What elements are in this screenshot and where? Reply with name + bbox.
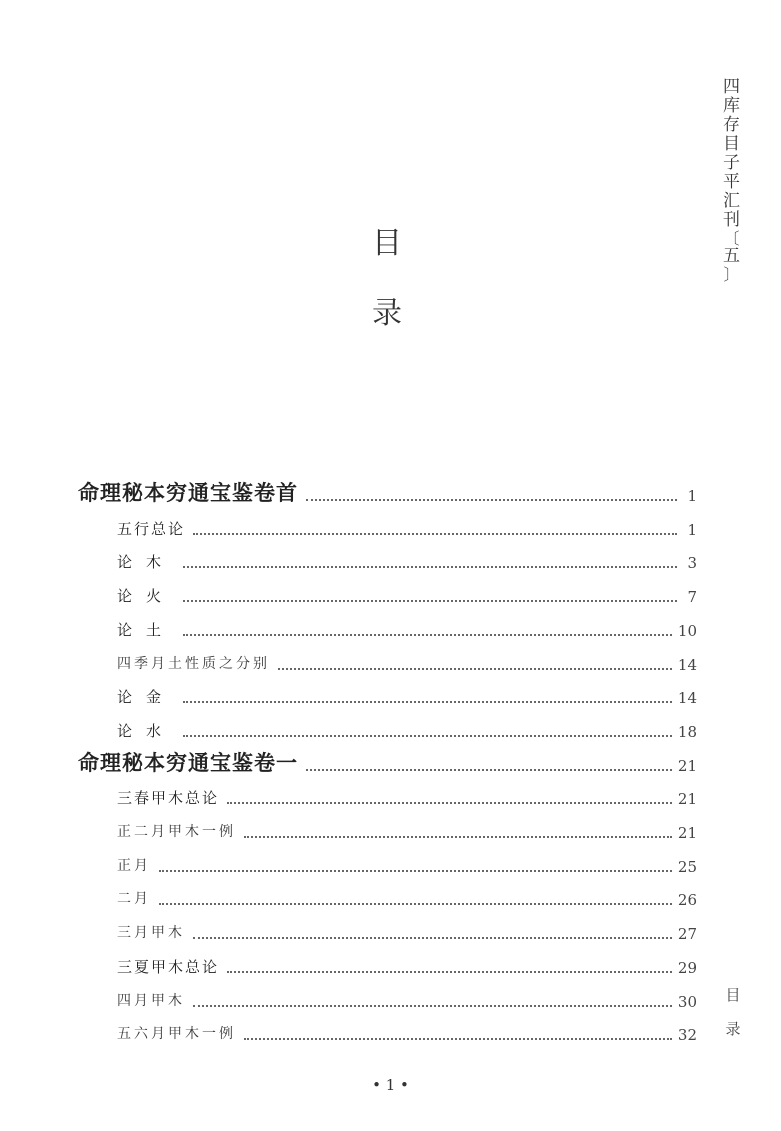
toc-page-number: 30 (677, 992, 697, 1011)
toc-page-number: 27 (677, 925, 697, 944)
toc-entry-row (117, 914, 697, 944)
toc-page-number: 21 (677, 756, 697, 775)
toc-entry-row (117, 1015, 697, 1045)
toc-label: 三春甲木总论 (117, 789, 220, 808)
toc-label: 正月 (117, 857, 151, 874)
toc-entry-row (117, 948, 697, 978)
toc-label: 三月甲木 (117, 925, 185, 942)
toc-label: 命理秘本穷通宝鉴卷首 (78, 480, 298, 505)
toc-leader-dots (193, 533, 677, 535)
toc-entry-row (117, 678, 697, 708)
toc-label: 正二月甲木一例 (117, 824, 236, 840)
toc-entry-row (117, 611, 697, 641)
series-title-char: 库 (723, 96, 741, 116)
toc-entry-row (117, 847, 697, 877)
toc-leader-dots (183, 634, 672, 636)
toc-page-number: 25 (677, 857, 697, 876)
series-title-bracket: 〔 (723, 229, 741, 248)
toc-page-number: 14 (677, 655, 697, 674)
toc-label: 三夏甲木总论 (117, 957, 220, 976)
toc-leader-dots (159, 870, 672, 872)
toc-page-number: 26 (677, 891, 697, 910)
series-title-char: 目 (723, 134, 741, 154)
page-heading-char-2: 录 (372, 296, 402, 331)
toc-page-number: 1 (687, 520, 697, 539)
toc-page-number: 21 (677, 824, 697, 842)
toc-volume-row (78, 476, 697, 506)
toc-leader-dots (193, 937, 672, 939)
toc-leader-dots (227, 802, 672, 804)
toc-leader-dots (159, 903, 672, 905)
series-title-char: 刊 (723, 210, 741, 230)
toc-label: 论土 (117, 620, 176, 639)
toc-leader-dots (183, 735, 672, 737)
toc-leader-dots (183, 600, 677, 602)
toc-label: 命理秘本穷通宝鉴卷一 (78, 749, 298, 775)
toc-page-number: 18 (677, 722, 697, 741)
toc-page-number: 1 (687, 487, 697, 505)
series-title-char: 子 (723, 153, 741, 173)
toc-label: 五六月甲木一例 (117, 1026, 236, 1043)
toc-entry-row (117, 880, 697, 910)
toc-leader-dots (306, 499, 677, 501)
series-title-char: 汇 (723, 191, 741, 211)
toc-label: 论金 (117, 688, 176, 707)
toc-volume-row (78, 746, 697, 776)
toc-leader-dots (244, 836, 672, 838)
toc-page-number: 32 (677, 1026, 697, 1045)
toc-label: 二月 (117, 891, 151, 908)
toc-leader-dots (278, 668, 672, 670)
toc-leader-dots (183, 701, 672, 703)
section-marker-char: 目 (725, 986, 741, 1004)
toc-entry-row (117, 577, 697, 607)
toc-entry-row (117, 813, 697, 843)
toc-leader-dots (183, 566, 677, 568)
section-marker-char: 录 (725, 1020, 741, 1038)
toc-entry-row (117, 510, 697, 540)
toc-label: 五行总论 (117, 519, 186, 538)
toc-entry-row (117, 779, 697, 809)
toc-page-number: 10 (677, 621, 697, 640)
toc-label: 论水 (117, 721, 176, 740)
series-title-char: 四 (723, 77, 741, 97)
toc-page-number: 29 (677, 958, 697, 977)
series-title-bracket: 〕 (723, 265, 741, 284)
toc-label: 四季月土性质之分别 (117, 655, 270, 672)
toc-page-number: 7 (687, 588, 697, 607)
toc-label: 四月甲木 (117, 992, 185, 1009)
toc-page-number: 21 (677, 790, 697, 809)
toc-entry-row (117, 982, 697, 1012)
toc-page-number: 3 (687, 554, 697, 573)
section-marker (724, 978, 742, 1046)
toc-leader-dots (227, 971, 672, 973)
toc-leader-dots (306, 769, 672, 771)
toc-label: 论木 (117, 553, 176, 572)
series-title-char: 平 (723, 172, 741, 192)
page-number: • 1 • (372, 1076, 409, 1094)
toc-leader-dots (193, 1005, 672, 1007)
toc-page-number: 14 (677, 689, 697, 708)
toc-entry-row (117, 712, 697, 742)
toc-leader-dots (244, 1038, 672, 1040)
series-title-char: 存 (723, 115, 741, 135)
toc-label: 论火 (117, 587, 176, 606)
toc-entry-row (117, 645, 697, 675)
toc-entry-row (117, 543, 697, 573)
page-heading-char-1: 目 (372, 226, 402, 261)
series-title-char: 五 (723, 246, 741, 266)
